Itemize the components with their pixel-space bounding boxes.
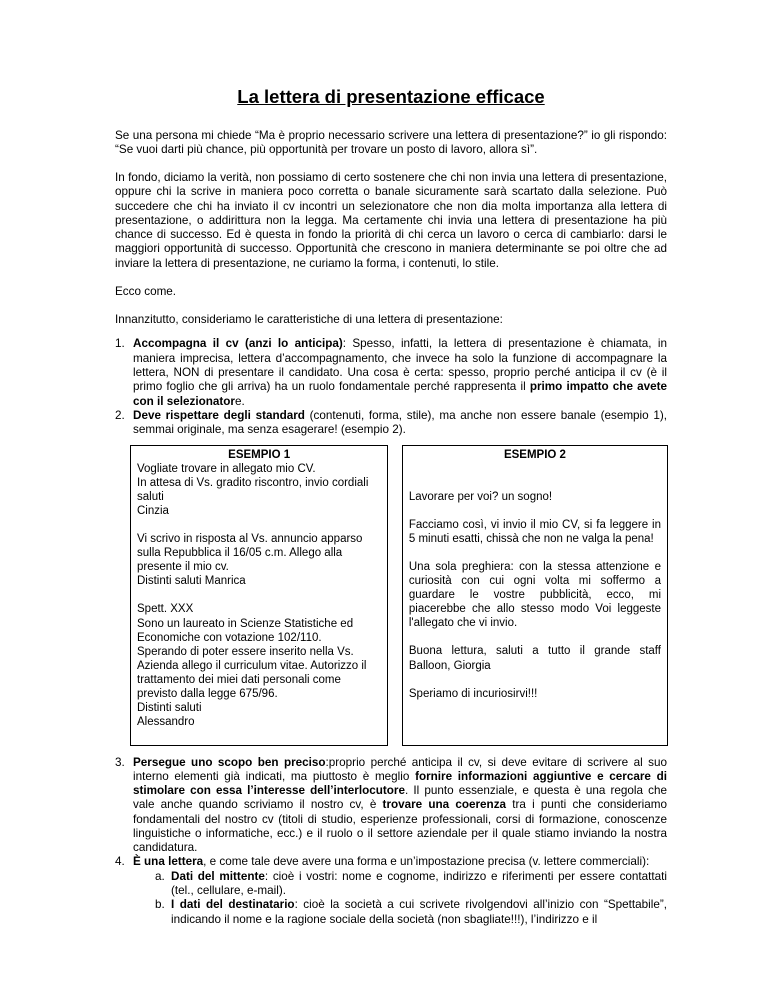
list-number: 1. [115, 337, 125, 351]
item-1-heading: Accompagna il cv (anzi lo anticipa) [133, 337, 343, 351]
sub-item-b-heading: I dati del destinatario [171, 898, 295, 912]
page-title: La lettera di presentazione efficace [237, 86, 545, 107]
example-2-cell [402, 446, 667, 745]
example-1-line: Vogliate trovare in allegato mio CV. [137, 463, 316, 476]
item-3-text-2: . Il punto essenziale, e questa è una regola che vale anche quando scriviamo il nostro cv, è [133, 784, 667, 812]
item-4-heading: È una lettera [133, 855, 204, 869]
item-3-heading: Persegue uno scopo ben preciso [133, 755, 326, 769]
sub-item-a-text: : cioè i vostri: nome e cognome, indirizzo e riferimenti per essere contattati (tel., cellulare, e-mail). [171, 869, 668, 898]
sub-item-letter: a. [155, 869, 165, 883]
document-body [115, 86, 667, 927]
list-number: 4. [115, 855, 125, 869]
example-1-line: Vi scrivo in risposta al Vs. annuncio apparso sulla Repubblica il 16/05 c.m. Allego alla presente il mio cv. [137, 533, 363, 574]
example-1-line: Distinti saluti Manrica [137, 575, 246, 588]
item-3-text: :proprio perché anticipa il cv, si deve evitare di scrivere al suo interno elementi già indicati, ma piuttosto è meglio [133, 755, 667, 783]
example-2-line: Speriamo di incuriosirvi!!! [408, 687, 538, 700]
item-3-text-3: tra i punti che consideriamo fondamentali del nostro cv (titoli di studio, esperienze professionali, corsi di formazione, conoscenze linguistiche o informatiche, ecc.) e il ruolo o il settore aziendale per il quale stiamo inviando la nostra candidatura. [133, 798, 668, 855]
list-item-2 [115, 409, 667, 438]
sub-item-b-text: : cioè la società a cui scrivete rivolgendovi all’inizio con “Spettabile”, indicando il nome e la ragione sociale della società (non sbagliate!!!), l’indirizzo e il [171, 898, 667, 926]
example-1-line: Distinti saluti [137, 701, 202, 714]
example-2-line: Una sola preghiera: con la stessa attenzione e curiosità con cui ogni volta mi soffermo a guardare le vostre pubblicità, ecco, mi piacerebbe che allo stesso modo Voi leggeste l'allegato che vi invio. [408, 561, 661, 630]
example-1-line: Cinzia [137, 505, 169, 518]
example-1-heading: ESEMPIO 1 [228, 449, 291, 462]
list-number: 3. [115, 755, 125, 769]
intro-paragraph: Se una persona mi chiede “Ma è proprio necessario scrivere una lettera di presentazione?” io gli rispondo: “Se vuoi darti più chance, più opportunità per trovare un posto di lavoro, allora sì”. [115, 128, 667, 156]
list-item-1 [115, 337, 667, 408]
characteristics-list [115, 337, 667, 437]
example-1-cell [131, 446, 388, 745]
example-2-heading: ESEMPIO 2 [503, 449, 566, 462]
example-1-line: Spett. XXX [137, 603, 194, 616]
list-item-4 [115, 855, 667, 926]
example-1-line: Sperando di poter essere inserito nella Vs. Azienda allego il curriculum vitae. Autorizzo il trattamento dei miei dati personali come previsto dalla legge 675/96. [137, 645, 367, 700]
sub-item-letter: b. [155, 898, 165, 912]
sub-item-b [155, 898, 667, 927]
letter-format-list [155, 870, 667, 927]
item-1-end: e. [234, 394, 245, 408]
example-2-line: Buona lettura, saluti a tutto il grande staff Balloon, Giorgia [408, 645, 661, 672]
list-number: 2. [115, 408, 125, 422]
example-1-line: Alessandro [137, 715, 195, 728]
example-2-line: Facciamo così, vi invio il mio CV, si fa leggere in 5 minuti esatti, chissà che non ne valga la pena! [408, 519, 661, 546]
item-2-heading: Deve rispettare degli standard [133, 408, 305, 422]
paragraph-3: Ecco come. [115, 284, 177, 298]
list-item-3 [115, 756, 667, 856]
item-4-text: , e come tale deve avere una forma e un’impostazione precisa (v. lettere commerciali): [203, 855, 650, 869]
paragraph-2: In fondo, diciamo la verità, non possiamo di certo sostenere che chi non invia una lettera di presentazione, oppure chi la scrive in maniera poco corretta o banale sicuramente sarà scartato dalla selezione. Può succedere che chi ha inviato il cv incontri un selezionatore che non dia molta importanza alla lettera di presentazione, o addirittura non la legga. Ma certamente chi invia una lettera di presentazione ha più chance di successo. Ed è questa in fondo la priorità di chi cerca un lavoro o cerca di cambiarlo: darsi le maggiori opportunità di successo. Opportunità che crescono in maniera determinante se poi oltre che ad inviare la lettera di presentazione, ne curiamo la forma, i contenuti, lo stile. [115, 171, 667, 270]
example-1-line: In attesa di Vs. gradito riscontro, invio cordiali saluti [137, 477, 369, 504]
paragraph-4: Innanzitutto, consideriamo le caratteristiche di una lettera di presentazione: [115, 313, 503, 327]
example-1-line: Sono un laureato in Scienze Statistiche ed Economiche con votazione 102/110. [137, 617, 354, 644]
item-3-emphasis: fornire informazioni aggiuntive e cercare di stimolare con essa l’interesse dell’interlocutore [133, 769, 667, 798]
sub-item-a-heading: Dati del mittente [171, 869, 265, 883]
item-1-text: : Spesso, infatti, la lettera di presentazione è chiamata, in maniera imprecisa, lettera d’accompagnamento, che invece ha solo la funzione di accompagnare la lettera, NON di presentare il candidato. Una cosa è certa: spesso, proprio perché anticipa il cv (è il primo foglio che gli arriva) ha un ruolo fondamentale perché rappresenta il [133, 337, 667, 394]
item-1-emphasis: primo impatto che avete con il selezionator [133, 380, 667, 408]
example-2-line: Lavorare per voi? un sogno! [408, 491, 553, 504]
characteristics-list-continued [115, 756, 667, 927]
sub-item-a [155, 870, 667, 899]
item-3-emphasis-2: trovare una coerenza [382, 798, 507, 812]
item-2-text: (contenuti, forma, stile), ma anche non essere banale (esempio 1), semmai originale, ma senza esagerare! (esempio 2). [133, 408, 667, 437]
examples-table [130, 445, 668, 745]
